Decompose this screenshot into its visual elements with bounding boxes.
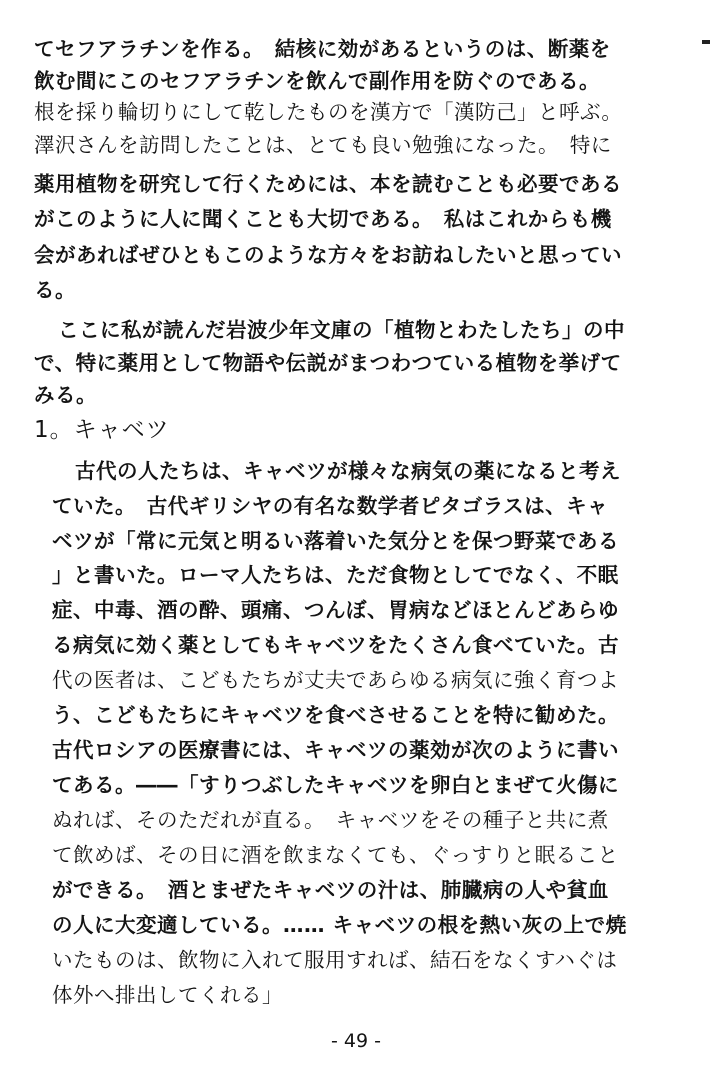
- section-line-16: 体外へ排出してくれる」: [52, 983, 283, 1007]
- paragraph-1-line-4: 澤沢さんを訪問したことは、とても良い勉強になった。 特に: [34, 133, 612, 157]
- section-line-10: てある。――「すりつぶしたキャベツを卵白とまぜて火傷に: [52, 773, 619, 797]
- paragraph-1-line-7: 会があればぜひともこのような方々をお訪ねしたいと思ってい: [34, 243, 622, 267]
- paragraph-2-line-2: で、特に薬用として物語や伝説がまつわつている植物を挙げて: [34, 351, 622, 375]
- paragraph-1-line-8: る。: [34, 278, 76, 302]
- section-line-6: る病気に効く薬としてもキャベツをたくさん食べていた。古: [52, 633, 619, 657]
- section-line-8: う、こどもたちにキャベツを食べさせることを特に勧めた。: [52, 703, 619, 727]
- paragraph-1-line-1: てセフアラチンを作る。 結核に効があるというのは、断薬を: [34, 37, 611, 61]
- section-line-2: ていた。 古代ギリシヤの有名な数学者ピタゴラスは、キャ: [52, 494, 609, 518]
- paragraph-1-line-3: 根を採り輪切りにして乾したものを漢方で「漢防己」と呼ぶ。: [34, 100, 623, 124]
- paragraph-1-line-5: 薬用植物を研究して行くためには、本を読むことも必要である: [34, 172, 622, 196]
- section-line-3: ベツが「常に元気と明るい落着いた気分とを保つ野菜である: [52, 529, 619, 553]
- section-line-14: の人に大変適している。…… キャベツの根を熱い灰の上で焼: [52, 913, 627, 937]
- section-heading: 1。キャベツ: [34, 417, 170, 443]
- section-line-11: ぬれば、そのただれが直る。 キャベツをその種子と共に煮: [52, 808, 609, 832]
- paragraph-2-line-3: みる。: [34, 383, 97, 407]
- page-number: - 49 -: [331, 1030, 381, 1052]
- section-line-1: 古代の人たちは、キャベツが様々な病気の薬になると考え: [75, 459, 621, 483]
- paragraph-1-line-2: 飲む間にこのセフアラチンを飲んで副作用を防ぐのである。: [34, 69, 600, 93]
- section-line-12: て飲めば、その日に酒を飲まなくても、ぐっすりと眠ること: [52, 843, 619, 867]
- section-line-13: ができる。 酒とまぜたキャベツの汁は、肺臓病の人や貧血: [52, 878, 609, 902]
- paragraph-2-line-1: ここに私が読んだ岩波少年文庫の「植物とわたしたち」の中: [58, 318, 625, 342]
- section-line-9: 古代ロシアの医療書には、キャベツの薬効が次のように書い: [52, 738, 619, 762]
- scan-edge-mark: [702, 40, 710, 44]
- section-line-5: 症、中毒、酒の酔、頭痛、つんぼ、胃病などほとんどあらゆ: [52, 598, 619, 622]
- section-line-4: 」と書いた。ローマ人たちは、ただ食物としてでなく、不眠: [52, 563, 619, 587]
- section-line-7: 代の医者は、こどもたちが丈夫であらゆる病気に強く育つよ: [52, 668, 619, 692]
- section-line-15: いたものは、飲物に入れて服用すれば、結石をなくすハぐは: [52, 948, 618, 972]
- paragraph-1-line-6: がこのように人に聞くことも大切である。 私はこれからも機: [34, 207, 612, 231]
